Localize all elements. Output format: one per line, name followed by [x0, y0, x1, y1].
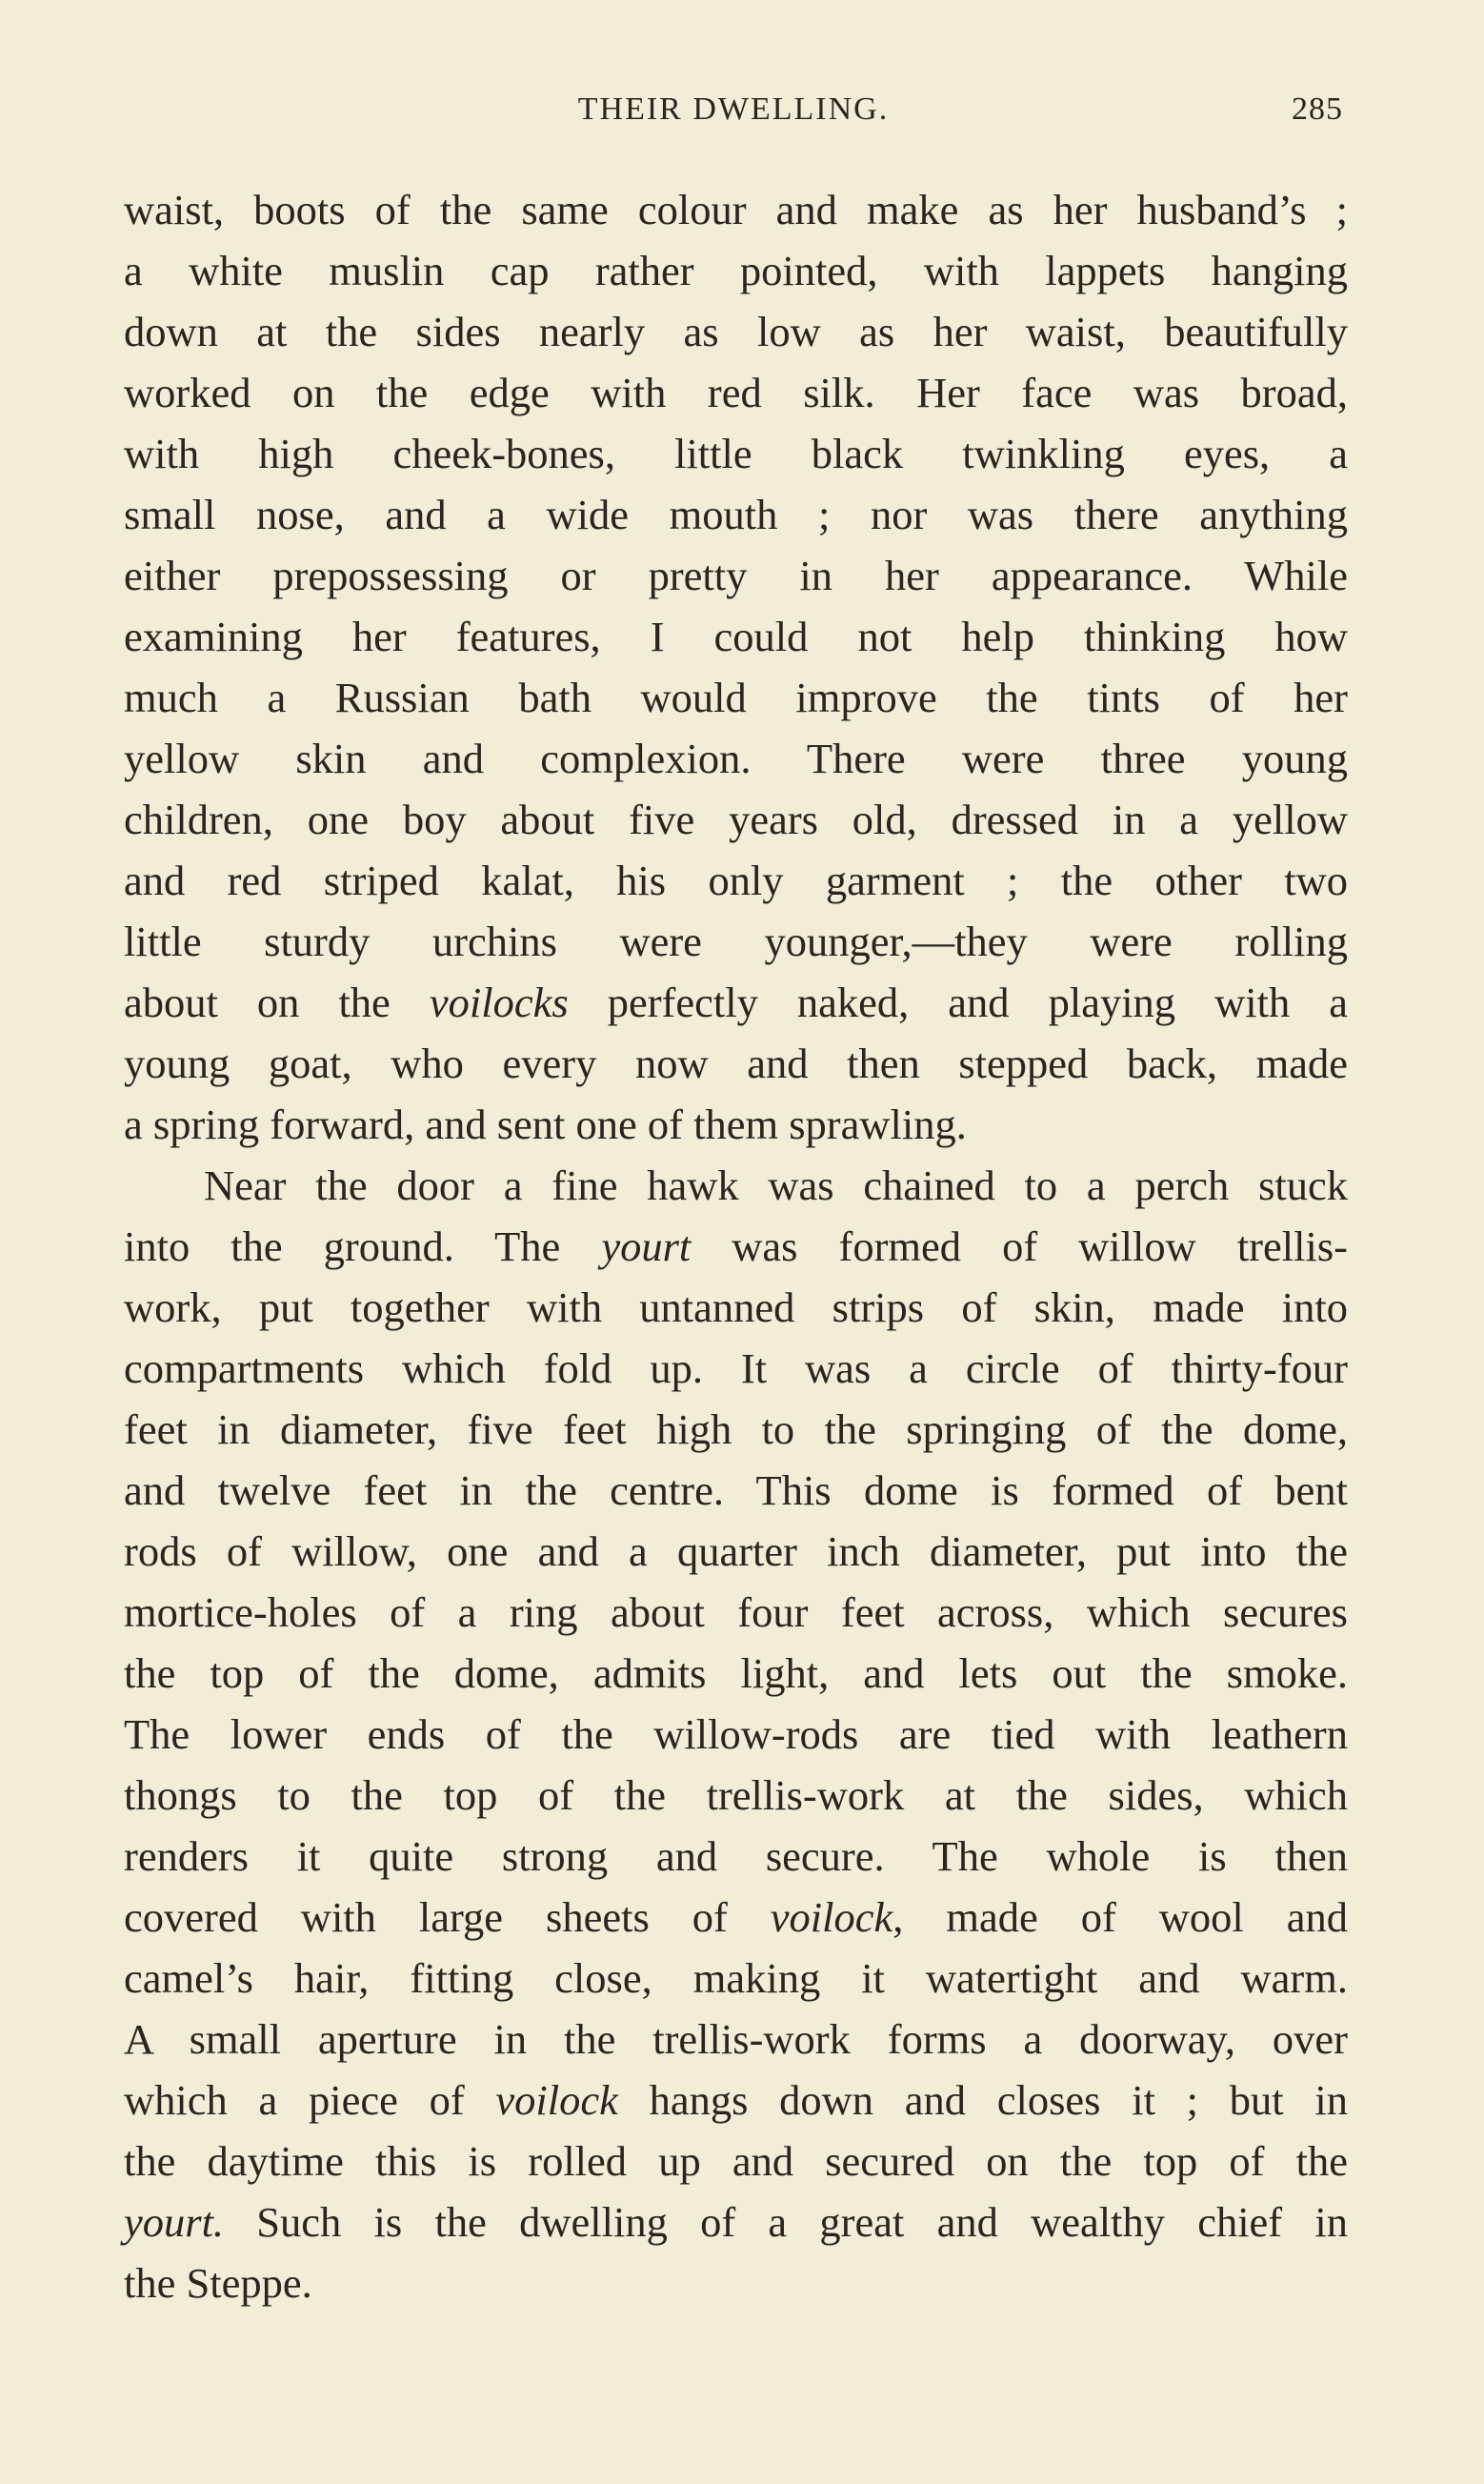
- text-line: the daytime this is rolled up and secured on the top of the: [124, 2137, 1348, 2185]
- text-line: yourt. Such is the dwelling of a great and wealthy chief in: [124, 2198, 1348, 2246]
- running-head: [124, 91, 1343, 139]
- italic-term: voilocks: [429, 979, 569, 1026]
- text-line: with high cheek-bones, little black twinkling eyes, a: [124, 430, 1348, 477]
- running-title: THEIR DWELLING.: [577, 91, 890, 127]
- text-line: small nose, and a wide mouth ; nor was there anything: [124, 491, 1348, 538]
- italic-term: yourt.: [124, 2198, 225, 2246]
- text-line: much a Russian bath would improve the tints of her: [124, 674, 1348, 721]
- text-line: examining her features, I could not help thinking how: [124, 613, 1348, 660]
- text-line: mortice-holes of a ring about four feet across, which secures: [124, 1588, 1348, 1636]
- text-line: camel’s hair, fitting close, making it watertight and warm.: [124, 1954, 1348, 2002]
- text-line: the Steppe.: [124, 2259, 312, 2307]
- text-line: into the ground. The yourt was formed of willow trellis-: [124, 1222, 1348, 1270]
- text-line: either prepossessing or pretty in her appearance. While: [124, 552, 1348, 599]
- text-line: work, put together with untanned strips of skin, made into: [124, 1283, 1348, 1331]
- text-line: which a piece of voilock hangs down and closes it ; but in: [124, 2076, 1348, 2124]
- text-line: The lower ends of the willow-rods are tied with leathern: [124, 1710, 1348, 1758]
- text-line: thongs to the top of the trellis-work at the sides, which: [124, 1771, 1348, 1819]
- text-line: young goat, who every now and then stepped back, made: [124, 1040, 1348, 1087]
- text-line: a white muslin cap rather pointed, with lappets hanging: [124, 247, 1348, 294]
- body-text: [124, 179, 1348, 2313]
- page-number: 285: [1292, 91, 1343, 127]
- text-line: Near the door a fine hawk was chained to a perch stuck: [204, 1161, 1348, 1209]
- italic-term: yourt: [601, 1222, 692, 1270]
- text-line: the top of the dome, admits light, and lets out the smoke.: [124, 1649, 1348, 1697]
- text-line: A small aperture in the trellis-work forms a doorway, over: [124, 2015, 1348, 2063]
- text-line: feet in diameter, five feet high to the springing of the dome,: [124, 1405, 1348, 1453]
- italic-term: voilock: [495, 2076, 618, 2124]
- text-line: worked on the edge with red silk. Her face was broad,: [124, 369, 1348, 416]
- italic-term: voilock: [770, 1893, 893, 1941]
- text-line: and red striped kalat, his only garment ; the other two: [124, 857, 1348, 904]
- text-line: renders it quite strong and secure. The whole is then: [124, 1832, 1348, 1880]
- text-line: waist, boots of the same colour and make as her husband’s ;: [124, 186, 1348, 233]
- text-line: and twelve feet in the centre. This dome is formed of bent: [124, 1466, 1348, 1514]
- text-line: a spring forward, and sent one of them sprawling.: [124, 1101, 967, 1148]
- text-line: children, one boy about five years old, dressed in a yellow: [124, 796, 1348, 843]
- text-line: down at the sides nearly as low as her waist, beautifully: [124, 308, 1348, 355]
- text-line: compartments which fold up. It was a circle of thirty-four: [124, 1344, 1348, 1392]
- text-line: covered with large sheets of voilock, made of wool and: [124, 1893, 1349, 1941]
- text-line: about on the voilocks perfectly naked, and playing with a: [124, 979, 1349, 1026]
- text-line: rods of willow, one and a quarter inch diameter, put into the: [124, 1527, 1348, 1575]
- text-line: yellow skin and complexion. There were three young: [124, 735, 1348, 782]
- text-line: little sturdy urchins were younger,—they were rolling: [124, 918, 1348, 965]
